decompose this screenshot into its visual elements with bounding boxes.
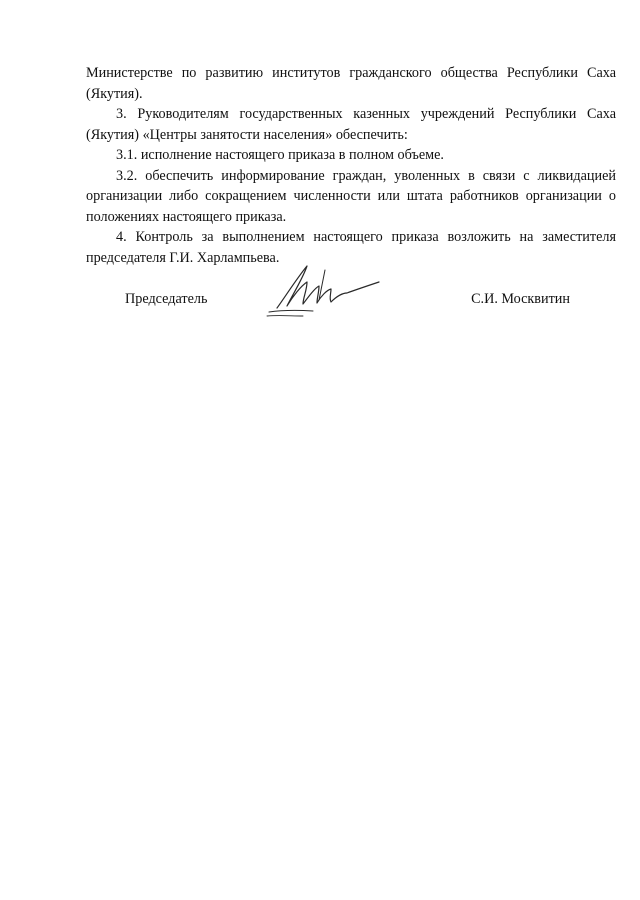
signatory-title: Председатель <box>125 291 208 307</box>
paragraph-item-3: 3. Руководителям государственных казенных учреждений Республики Саха (Якутия) «Центры занятости населения» обеспечить: <box>86 106 616 143</box>
signature-stroke <box>269 310 313 312</box>
paragraph-item-4: 4. Контроль за выполнением настоящего приказа возложить на заместителя председателя Г.И. Харлампьева. <box>86 229 616 266</box>
signature-strokes <box>267 266 379 316</box>
signatory-name: С.И. Москвитин <box>471 291 570 307</box>
signature-stroke <box>277 266 379 308</box>
paragraph-item-3-1: 3.1. исполнение настоящего приказа в полном объеме. <box>116 147 444 163</box>
handwritten-signature <box>263 260 393 320</box>
paragraph-ministry-continuation: Министерстве по развитию институтов гражданского общества Республики Саха (Якутия). <box>86 65 616 102</box>
document-body <box>86 63 616 268</box>
paragraph-item-3-2: 3.2. обеспечить информирование граждан, уволенных в связи с ликвидацией организации либо сокращением численности или штата работников организации о положениях настоящего приказа. <box>86 167 616 225</box>
signature-block <box>125 288 570 328</box>
